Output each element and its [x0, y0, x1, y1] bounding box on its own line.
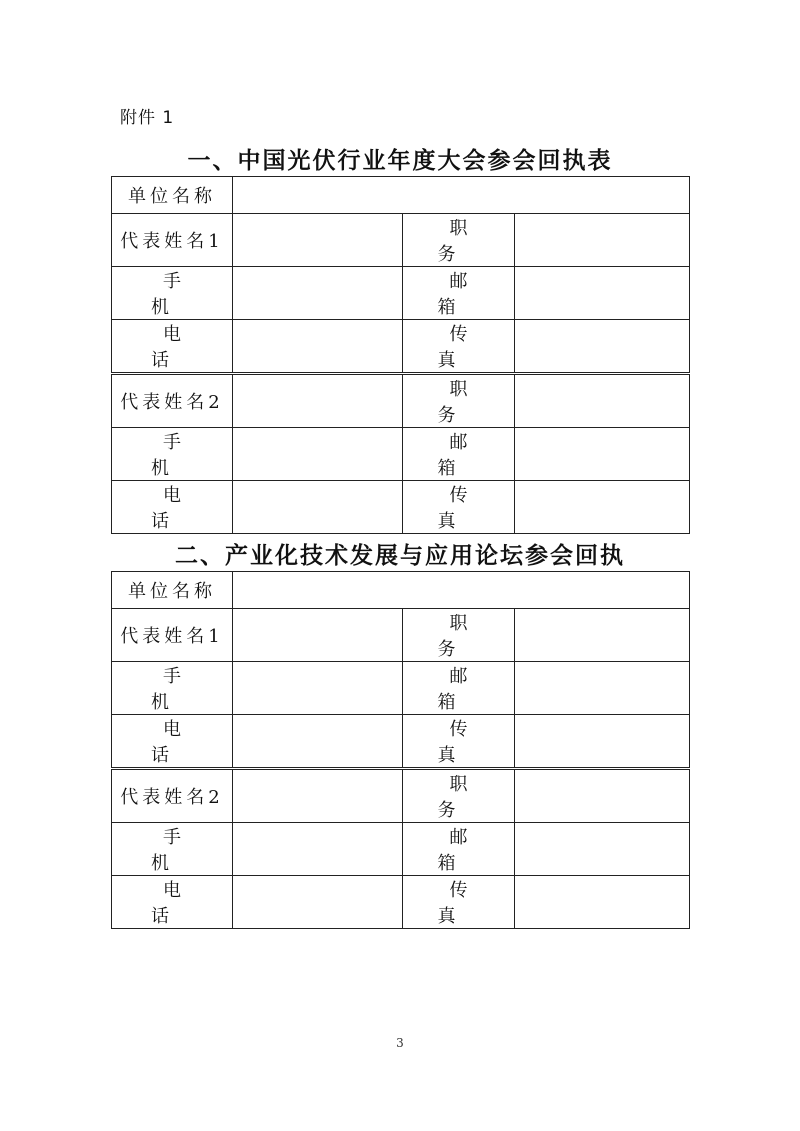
job-title-field[interactable] [515, 609, 690, 662]
phone-label: 电 话 [112, 481, 233, 534]
fax-label: 传 真 [403, 876, 515, 929]
email-label: 邮 箱 [403, 823, 515, 876]
mobile-row [112, 428, 690, 481]
rep-name-label: 代表姓名1 [112, 609, 233, 662]
rep-name-label: 代表姓名1 [112, 214, 233, 267]
rep-name-field[interactable] [233, 214, 403, 267]
page-number: 3 [396, 1036, 404, 1050]
job-title-label: 职 务 [403, 214, 515, 267]
job-title-field[interactable] [515, 214, 690, 267]
rep-row [112, 375, 690, 428]
job-title-field[interactable] [515, 770, 690, 823]
job-title-label: 职 务 [403, 609, 515, 662]
phone-row [112, 876, 690, 929]
unit-row [112, 177, 690, 214]
unit-row [112, 572, 690, 609]
fax-label: 传 真 [403, 320, 515, 373]
job-title-field[interactable] [515, 375, 690, 428]
job-title-label: 职 务 [403, 375, 515, 428]
rep-name-label: 代表姓名2 [112, 375, 233, 428]
fax-field[interactable] [515, 320, 690, 373]
phone-row [112, 481, 690, 534]
mobile-row [112, 823, 690, 876]
job-title-label: 职 务 [403, 770, 515, 823]
mobile-label: 手 机 [112, 428, 233, 481]
mobile-field[interactable] [233, 823, 403, 876]
phone-field[interactable] [233, 876, 403, 929]
phone-field[interactable] [233, 320, 403, 373]
section1-table1 [111, 176, 690, 373]
rep-row [112, 214, 690, 267]
rep-row [112, 770, 690, 823]
mobile-label: 手 机 [112, 267, 233, 320]
phone-row [112, 320, 690, 373]
mobile-row [112, 662, 690, 715]
email-label: 邮 箱 [403, 428, 515, 481]
fax-field[interactable] [515, 481, 690, 534]
section1-title: 一、中国光伏行业年度大会参会回执表 [187, 147, 613, 174]
unit-label: 单位名称 [112, 177, 233, 214]
phone-label: 电 话 [112, 715, 233, 768]
mobile-label: 手 机 [112, 662, 233, 715]
mobile-field[interactable] [233, 428, 403, 481]
email-label: 邮 箱 [403, 267, 515, 320]
email-field[interactable] [515, 267, 690, 320]
rep-name-field[interactable] [233, 375, 403, 428]
fax-field[interactable] [515, 715, 690, 768]
rep-name-field[interactable] [233, 770, 403, 823]
mobile-field[interactable] [233, 662, 403, 715]
rep-row [112, 609, 690, 662]
email-field[interactable] [515, 662, 690, 715]
mobile-row [112, 267, 690, 320]
phone-row [112, 715, 690, 768]
phone-label: 电 话 [112, 320, 233, 373]
rep-name-field[interactable] [233, 609, 403, 662]
phone-field[interactable] [233, 481, 403, 534]
fax-label: 传 真 [403, 715, 515, 768]
email-label: 邮 箱 [403, 662, 515, 715]
attachment-label: 附件 1 [120, 108, 175, 128]
mobile-field[interactable] [233, 267, 403, 320]
unit-field[interactable] [233, 177, 690, 214]
fax-field[interactable] [515, 876, 690, 929]
section2-table2 [111, 769, 690, 929]
rep-name-label: 代表姓名2 [112, 770, 233, 823]
phone-label: 电 话 [112, 876, 233, 929]
section2-table1 [111, 571, 690, 768]
mobile-label: 手 机 [112, 823, 233, 876]
section1-table2 [111, 374, 690, 534]
phone-field[interactable] [233, 715, 403, 768]
unit-field[interactable] [233, 572, 690, 609]
email-field[interactable] [515, 823, 690, 876]
email-field[interactable] [515, 428, 690, 481]
unit-label: 单位名称 [112, 572, 233, 609]
fax-label: 传 真 [403, 481, 515, 534]
section2-title: 二、产业化技术发展与应用论坛参会回执 [175, 542, 625, 569]
